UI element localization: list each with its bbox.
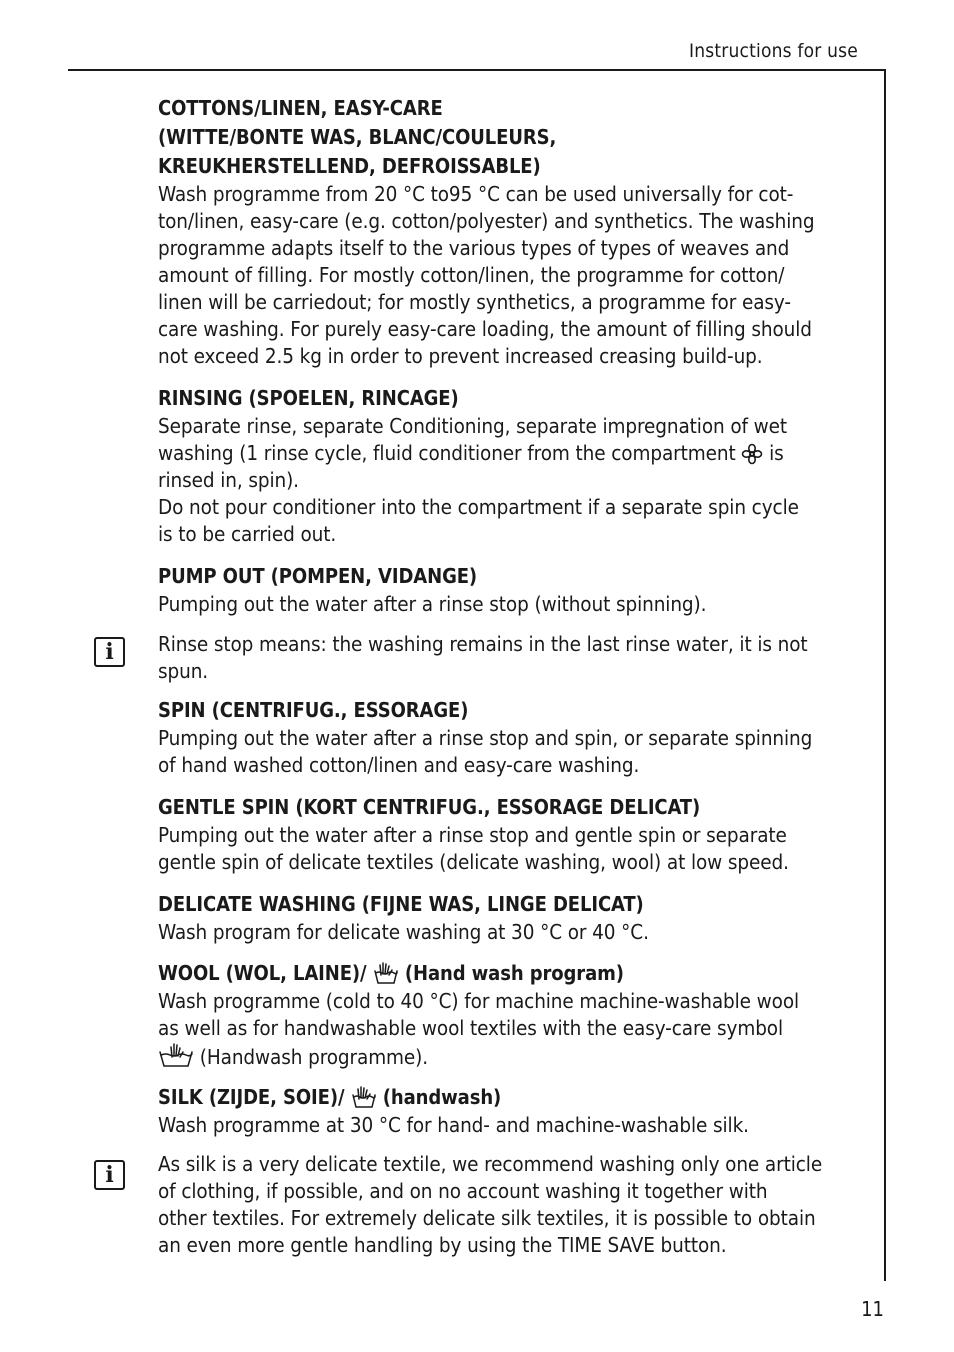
section-heading: RINSING (SPOELEN, RINCAGE) (158, 386, 459, 410)
body-line: Wash programme at 30 °C for hand- and machine-washable silk. (158, 1113, 749, 1137)
page-number: 11 (861, 1297, 884, 1321)
body-line: Wash programme from 20 °C to95 °C can be used universally for cot- (158, 182, 794, 206)
heading-text: WOOL (WOL, LAINE)/ (158, 961, 367, 985)
section-cottons (158, 94, 858, 370)
page-header-title: Instructions for use (689, 40, 858, 62)
note-rinse-stop (158, 631, 858, 685)
body-line: spun. (158, 659, 209, 683)
note-body (158, 1151, 858, 1259)
section-heading (158, 1083, 858, 1112)
body-line: gentle spin of delicate textiles (delicate washing, wool) at low speed. (158, 850, 789, 874)
section-body (158, 988, 858, 1069)
heading-text: SILK (ZIJDE, SOIE)/ (158, 1085, 345, 1109)
section-silk (158, 1083, 858, 1139)
info-icon: i (94, 1160, 125, 1190)
heading-line: KREUKHERSTELLEND, DEFROISSABLE) (158, 154, 541, 178)
section-heading (158, 94, 858, 181)
note-silk (158, 1151, 858, 1259)
body-line: of hand washed cotton/linen and easy-care washing. (158, 753, 640, 777)
body-line: of clothing, if possible, and on no account washing it together with (158, 1179, 768, 1203)
body-line: not exceed 2.5 kg in order to prevent increased creasing build-up. (158, 344, 763, 368)
body-line: care washing. For purely easy-care loading, the amount of filling should (158, 317, 812, 341)
section-delicate-washing (158, 890, 858, 946)
section-spin (158, 696, 858, 779)
body-line: Rinse stop means: the washing remains in the last rinse water, it is not (158, 632, 808, 656)
header-rule (68, 69, 886, 71)
body-line: an even more gentle handling by using the TIME SAVE button. (158, 1233, 727, 1257)
body-line (158, 440, 858, 467)
body-line: As silk is a very delicate textile, we recommend washing only one article (158, 1152, 823, 1176)
section-body (158, 822, 858, 876)
body-line: Pumping out the water after a rinse stop and gentle spin or separate (158, 823, 787, 847)
body-line: is to be carried out. (158, 522, 337, 546)
body-line: Do not pour conditioner into the compartment if a separate spin cycle (158, 495, 799, 519)
body-line: Wash program for delicate washing at 30 °C or 40 °C. (158, 920, 649, 944)
section-heading: PUMP OUT (POMPEN, VIDANGE) (158, 564, 478, 588)
section-heading (158, 959, 858, 988)
body-line: other textiles. For extremely delicate silk textiles, it is possible to obtain (158, 1206, 816, 1230)
note-body (158, 631, 858, 685)
section-body (158, 413, 858, 548)
section-body (158, 591, 858, 618)
hand-wash-icon (373, 961, 399, 985)
heading-text: (handwash) (382, 1085, 502, 1109)
section-body (158, 725, 858, 779)
body-line: Pumping out the water after a rinse stop and spin, or separate spinning (158, 726, 813, 750)
body-line (158, 1042, 858, 1069)
body-line: Separate rinse, separate Conditioning, separate impregnation of wet (158, 414, 788, 438)
section-wool (158, 959, 858, 1069)
body-line: linen will be carriedout; for mostly synthetics, a programme for easy- (158, 290, 791, 314)
body-line: amount of filling. For mostly cotton/linen, the programme for cotton/ (158, 263, 785, 287)
section-heading: DELICATE WASHING (FIJNE WAS, LINGE DELICAT) (158, 892, 644, 916)
heading-line: COTTONS/LINEN, EASY-CARE (158, 96, 443, 120)
margin-rule (884, 69, 886, 1281)
body-text: is (769, 441, 784, 465)
section-body (158, 1112, 858, 1139)
body-line: rinsed in, spin). (158, 468, 299, 492)
info-icon: i (94, 637, 125, 667)
body-line: ton/linen, easy-care (e.g. cotton/polyester) and synthetics. The washing (158, 209, 815, 233)
section-rinsing (158, 384, 858, 548)
section-body (158, 181, 858, 370)
body-line: Wash programme (cold to 40 °C) for machine machine-washable wool (158, 989, 800, 1013)
section-body (158, 919, 858, 946)
body-text: (Handwash programme). (199, 1045, 429, 1069)
body-text: washing (1 rinse cycle, fluid conditioner from the compartment (158, 441, 736, 465)
hand-wash-icon (351, 1085, 377, 1109)
section-heading: SPIN (CENTRIFUG., ESSORAGE) (158, 698, 469, 722)
heading-text: (Hand wash program) (404, 961, 624, 985)
body-line: Pumping out the water after a rinse stop (without spinning). (158, 592, 707, 616)
section-pump-out (158, 562, 858, 618)
body-line: programme adapts itself to the various types of types of weaves and (158, 236, 790, 260)
flower-conditioner-icon (741, 443, 763, 465)
body-line: as well as for handwashable wool textiles with the easy-care symbol (158, 1016, 784, 1040)
heading-line: (WITTE/BONTE WAS, BLANC/COULEURS, (158, 125, 557, 149)
section-heading: GENTLE SPIN (KORT CENTRIFUG., ESSORAGE DELICAT) (158, 795, 701, 819)
easy-care-handwash-icon (158, 1042, 194, 1068)
section-gentle-spin (158, 793, 858, 876)
